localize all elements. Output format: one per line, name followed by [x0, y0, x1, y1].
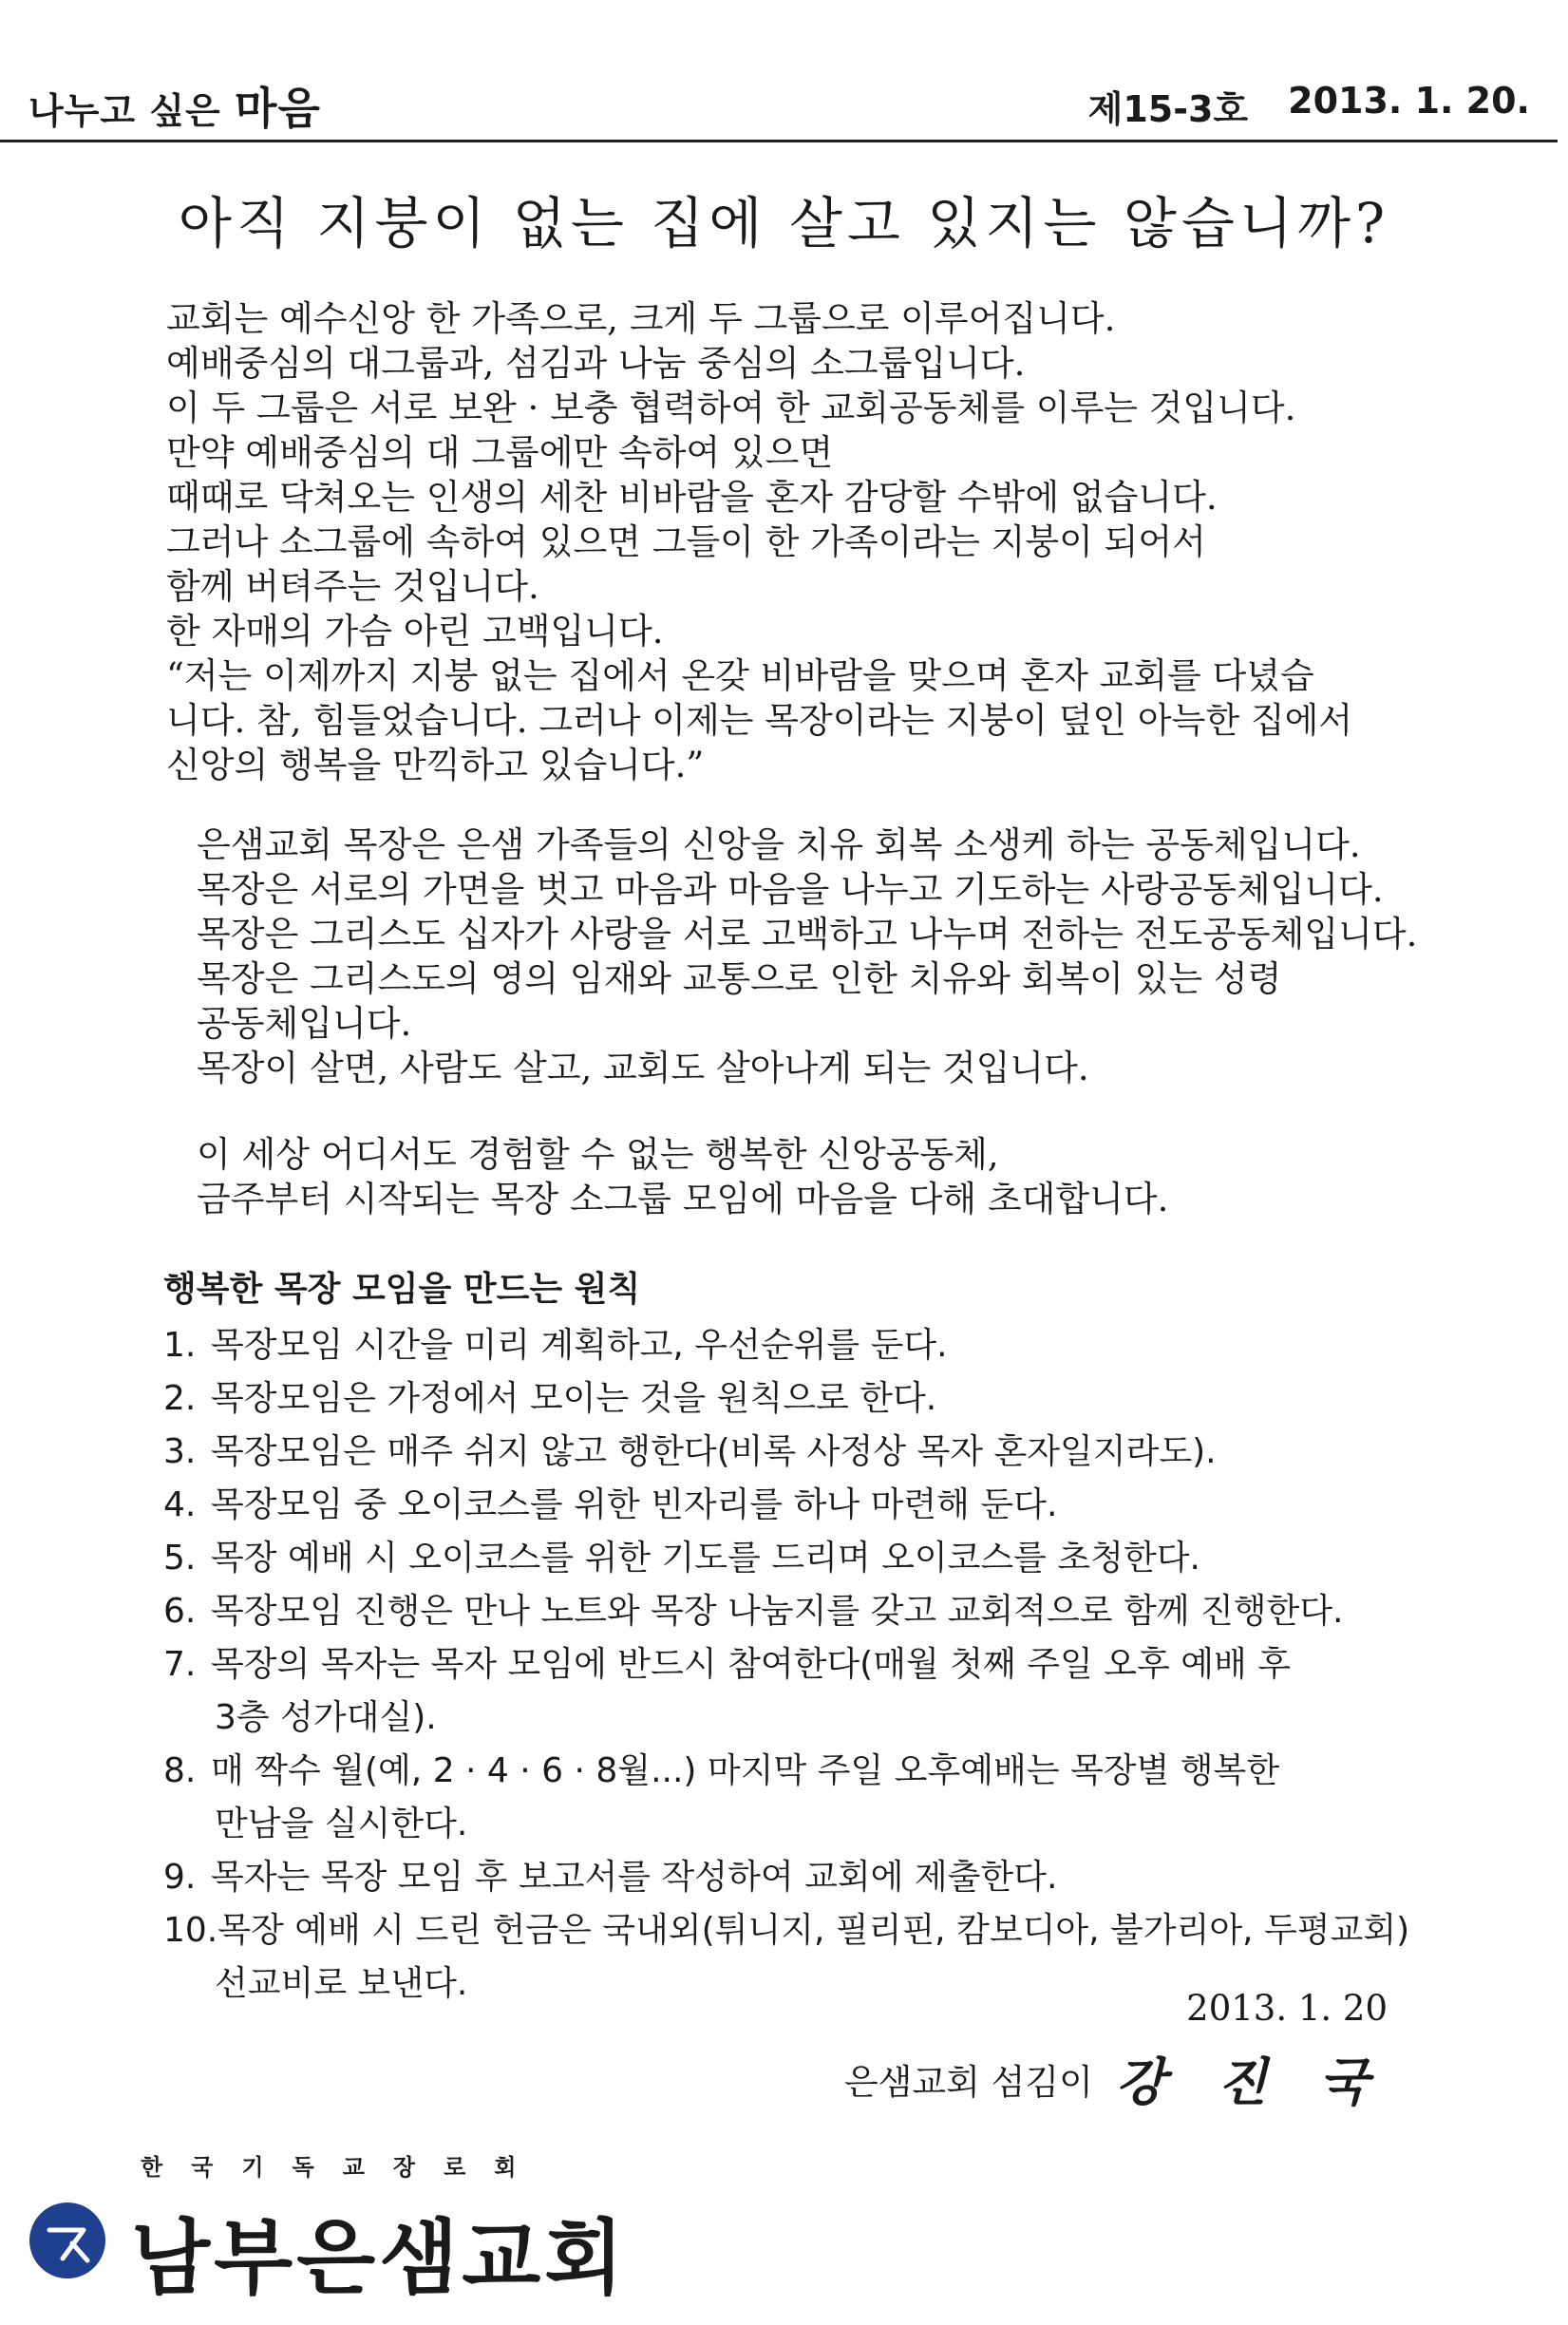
list-item — [163, 1319, 1409, 1372]
text-line: 니다. 참, 힘들었습니다. 그러나 이제는 목장이라는 지붕이 덮인 아늑한 집에서 — [166, 700, 1353, 741]
church-logo-icon — [28, 2202, 106, 2279]
item-number: 10. — [163, 1911, 218, 1950]
denomination-name: 한국기독교장로회 — [141, 2154, 545, 2181]
list-item — [163, 1372, 1409, 1426]
item-text: 목장모임 중 오이코스를 위한 빈자리를 하나 마련해 둔다. — [211, 1485, 1058, 1524]
list-item — [163, 1479, 1409, 1532]
item-text: 목장모임 시간을 미리 계획하고, 우선순위를 둔다. — [211, 1326, 948, 1365]
list-item — [163, 1851, 1409, 1904]
header-divider — [0, 140, 1558, 142]
issue-number: 제15-3호 — [1087, 88, 1249, 130]
list-item — [163, 1585, 1409, 1638]
text-line: 공동체입니다. — [197, 1003, 412, 1044]
item-text: 목장의 목자는 목자 모임에 반드시 참여한다(매월 첫째 주일 오후 예배 후 — [211, 1645, 1291, 1684]
series-title-emphasis: 마음 — [235, 83, 321, 134]
item-number: 9. — [163, 1858, 197, 1897]
paragraph-invitation — [197, 1132, 1168, 1221]
text-line: 그러나 소그룹에 속하여 있으면 그들이 한 가족이라는 지붕이 되어서 — [166, 521, 1206, 562]
text-line: 신앙의 행복을 만끽하고 있습니다.” — [166, 745, 705, 785]
principles-heading: 행복한 목장 모임을 만드는 원칙 — [163, 1270, 641, 1309]
item-number: 1. — [163, 1326, 197, 1365]
text-line: 이 두 그룹은 서로 보완 · 보충 협력하여 한 교회공동체를 이루는 것입니다. — [166, 388, 1296, 428]
text-line: 목장은 그리스도의 영의 임재와 교통으로 인한 치유와 회복이 있는 성령 — [197, 958, 1282, 999]
series-title-main: 나누고 싶은 — [28, 90, 221, 132]
text-line: 금주부터 시작되는 목장 소그룹 모임에 마음을 다해 초대합니다. — [197, 1179, 1169, 1219]
text-line: 예배중심의 대그룹과, 섬김과 나눔 중심의 소그룹입니다. — [166, 343, 1026, 384]
item-text: 목장모임은 매주 쉬지 않고 행한다(비록 사정상 목자 혼자일지라도). — [211, 1432, 1217, 1471]
signature-block — [844, 2042, 1386, 2115]
text-line: 만약 예배중심의 대 그룹에만 속하여 있으면 — [166, 432, 834, 473]
paragraph-intro — [166, 296, 1352, 787]
item-text: 목장 예배 시 오이코스를 위한 기도를 드리며 오이코스를 초청한다. — [211, 1539, 1200, 1578]
item-text: 매 짝수 월(예, 2 · 4 · 6 · 8월...) 마지막 주일 오후예배는 목장별 행복한 — [211, 1751, 1280, 1790]
text-line: 이 세상 어디서도 경험할 수 없는 행복한 신앙공동체, — [197, 1134, 999, 1175]
text-line: 교회는 예수신앙 한 가족으로, 크게 두 그룹으로 이루어집니다. — [166, 298, 1116, 339]
item-text-continuation: 만남을 실시한다. — [215, 1805, 468, 1843]
closing-date: 2013. 1. 20 — [1186, 1988, 1388, 2029]
item-number: 7. — [163, 1645, 197, 1684]
text-line: 목장은 그리스도 십자가 사랑을 서로 고백하고 나누며 전하는 전도공동체입니다. — [197, 914, 1418, 955]
text-line: 은샘교회 목장은 은샘 가족들의 신앙을 치유 회복 소생케 하는 공동체입니다. — [197, 824, 1361, 865]
newsletter-series-title — [28, 74, 321, 137]
item-text: 목자는 목장 모임 후 보고서를 작성하여 교회에 제출한다. — [211, 1858, 1058, 1897]
list-item — [163, 1426, 1409, 1479]
item-number: 8. — [163, 1751, 197, 1790]
text-line: 목장은 서로의 가면을 벗고 마음과 마음을 나누고 기도하는 사랑공동체입니다. — [197, 869, 1384, 910]
article-title: 아직 지붕이 없는 집에 살고 있지는 않습니까? — [178, 191, 1390, 255]
item-number: 4. — [163, 1485, 197, 1524]
list-item — [163, 1745, 1409, 1851]
church-name-logo: 남부은샘교회 — [131, 2211, 628, 2306]
issue-date: 2013. 1. 20. — [1288, 80, 1530, 122]
list-item — [163, 1532, 1409, 1585]
text-line: 함께 버텨주는 것입니다. — [166, 566, 539, 607]
text-line: “저는 이제까지 지붕 없는 집에서 온갖 비바람을 맞으며 혼자 교회를 다녔습 — [166, 655, 1314, 696]
list-item — [163, 1638, 1409, 1745]
item-number: 5. — [163, 1539, 197, 1578]
signer-label: 은샘교회 섬김이 — [843, 2061, 1093, 2103]
text-line: 목장이 살면, 사람도 살고, 교회도 살아나게 되는 것입니다. — [197, 1048, 1089, 1088]
paragraph-mokjang — [197, 822, 1417, 1090]
item-number: 3. — [163, 1432, 197, 1471]
item-text: 목장모임 진행은 만나 노트와 목장 나눔지를 갖고 교회적으로 함께 진행한다. — [211, 1592, 1344, 1631]
item-text-continuation: 3층 성가대실). — [215, 1698, 437, 1737]
text-line: 때때로 닥쳐오는 인생의 세찬 비바람을 혼자 감당할 수밖에 없습니다. — [166, 477, 1218, 518]
item-text: 목장 예배 시 드린 헌금은 국내외(튀니지, 필리핀, 캄보디아, 불가리아, 두평교회) — [217, 1911, 1410, 1950]
item-text: 목장모임은 가정에서 모이는 것을 원칙으로 한다. — [211, 1379, 937, 1418]
text-line: 한 자매의 가슴 아린 고백입니다. — [166, 611, 664, 652]
item-text-continuation: 선교비로 보낸다. — [215, 1964, 468, 2003]
item-number: 2. — [163, 1379, 197, 1418]
handwritten-signature: 강 진 국 — [1115, 2051, 1386, 2112]
issue-info — [1088, 80, 1530, 132]
item-number: 6. — [163, 1592, 197, 1631]
principles-section — [163, 1266, 1409, 2011]
